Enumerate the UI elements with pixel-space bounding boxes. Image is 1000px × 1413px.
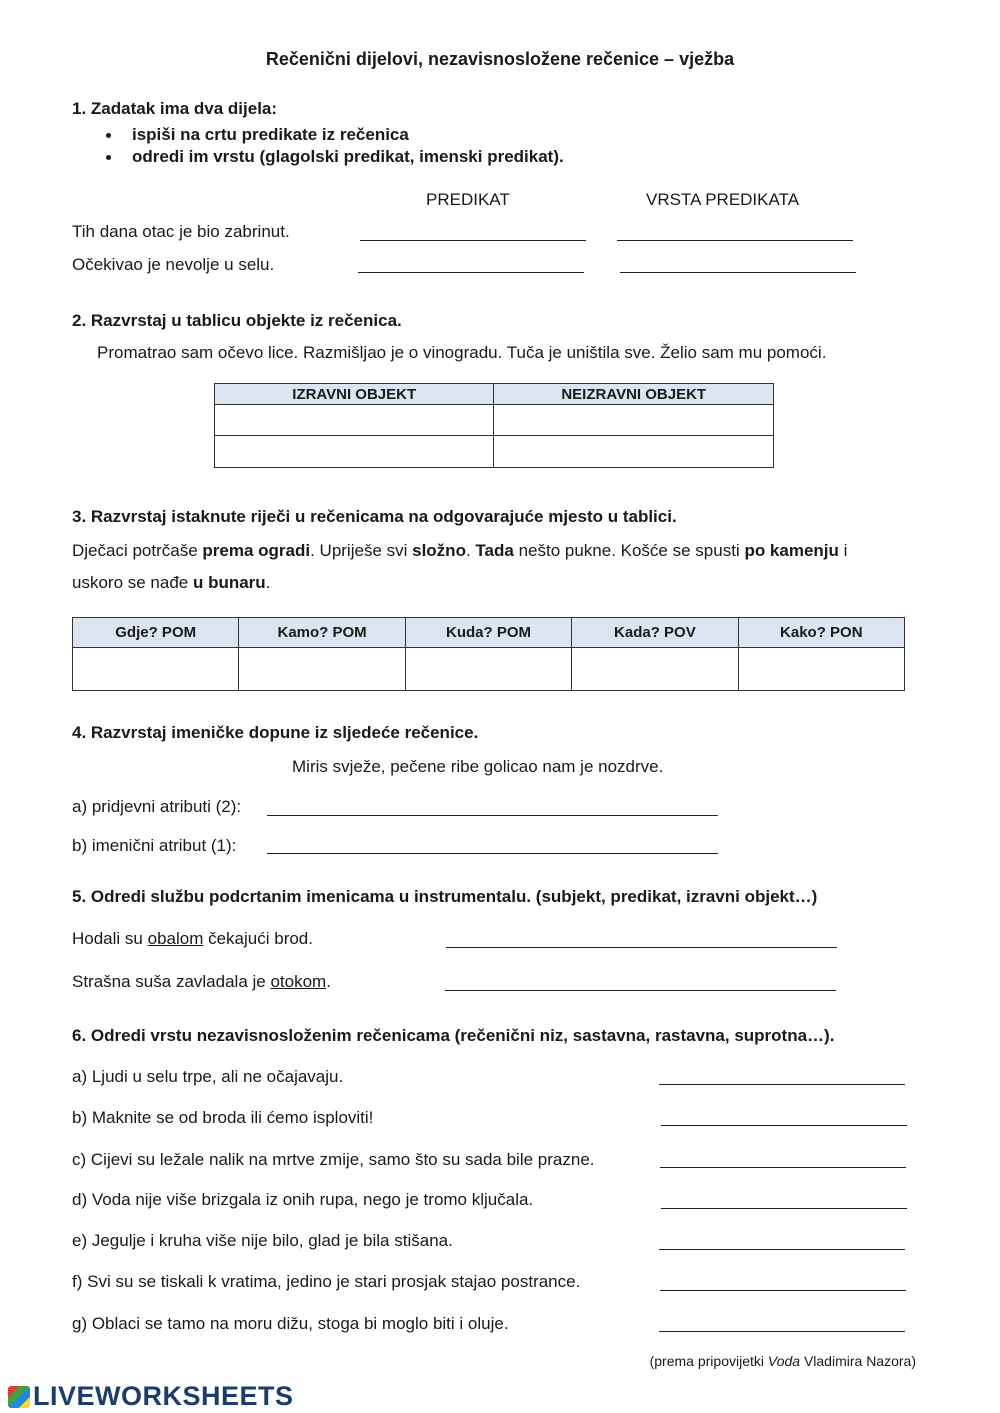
highlighted-word: po kamenju (744, 541, 839, 560)
text-span: nešto pukne. Košće se spusti (513, 541, 745, 560)
answer-line-6d[interactable] (661, 1208, 907, 1209)
task6-item-g: g) Oblaci se tamo na moru dižu, stoga bi moglo biti i oluje. (72, 1314, 509, 1333)
task4-heading: 4. Razvrstaj imeničke dopune iz sljedeće rečenice. (72, 723, 479, 742)
text-span: Vladimira Nazora) (800, 1353, 916, 1369)
highlighted-word: Tada (475, 541, 514, 560)
header-gdje: Gdje? POM (73, 618, 239, 648)
answer-cell[interactable] (215, 436, 494, 468)
answer-line-5-1[interactable] (446, 947, 837, 948)
text-span: Strašna suša zavladala je (72, 972, 271, 991)
underlined-noun: otokom (270, 972, 327, 991)
task6-item-b: b) Maknite se od broda ili ćemo isploviti! (72, 1108, 374, 1127)
task6-item-d: d) Voda nije više brizgala iz onih rupa, nego je tromo ključala. (72, 1190, 534, 1209)
header-kada: Kada? POV (572, 618, 738, 648)
task4-sentence: Miris svježe, pečene ribe golicao nam je nozdrve. (292, 757, 664, 776)
task3-text-line-2 (72, 573, 270, 593)
header-kuda: Kuda? POM (405, 618, 571, 648)
answer-cell[interactable] (405, 648, 571, 691)
header-neizravni-objekt: NEIZRAVNI OBJEKT (494, 384, 774, 405)
answer-line-5-2[interactable] (445, 990, 836, 991)
answer-cell[interactable] (738, 648, 904, 691)
logo-text: LIVEWORKSHEETS (33, 1381, 294, 1411)
header-kako: Kako? PON (738, 618, 904, 648)
text-span: Dječaci potrčaše (72, 541, 203, 560)
text-span: uskoro se nađe (72, 573, 193, 592)
task6-item-c: c) Cijevi su ležale nalik na mrtve zmije, samo što su sada bile prazne. (72, 1150, 595, 1169)
text-span: Hodali su (72, 929, 148, 948)
text-span: . (265, 573, 271, 592)
story-title: Voda (767, 1353, 801, 1369)
task6-item-f: f) Svi su se tiskali k vratima, jedino je stari prosjak stajao postrance. (72, 1272, 581, 1291)
task6-item-a: a) Ljudi u selu trpe, ali ne očajavaju. (72, 1067, 344, 1086)
answer-line-6b[interactable] (661, 1125, 907, 1126)
answer-cell[interactable] (494, 436, 774, 468)
header-izravni-objekt: IZRAVNI OBJEKT (215, 384, 494, 405)
answer-line-6f[interactable] (660, 1290, 906, 1291)
text-span: (prema pripovijetki (649, 1353, 768, 1369)
header-kamo: Kamo? POM (239, 618, 405, 648)
task2-text: Promatrao sam očevo lice. Razmišljao je o vinogradu. Tuča je uništila sve. Želio sam mu pomoći. (97, 343, 827, 362)
liveworksheets-logo (8, 1381, 294, 1412)
highlighted-word: složno (412, 541, 466, 560)
vrsta-answer-line-2[interactable] (620, 272, 856, 273)
logo-icon (8, 1386, 30, 1408)
answer-line-6c[interactable] (660, 1167, 906, 1168)
answer-cell[interactable] (239, 648, 405, 691)
task3-text-line-1 (72, 541, 847, 561)
underlined-noun: obalom (147, 929, 204, 948)
vrsta-answer-line-1[interactable] (617, 240, 853, 241)
highlighted-word: u bunaru (192, 573, 266, 592)
answer-line-b[interactable] (267, 853, 718, 854)
page-title: Rečenični dijelovi, nezavisnosložene rečenice – vježba (265, 49, 735, 69)
task1-heading: 1. Zadatak ima dva dijela: (72, 99, 278, 118)
answer-line-6e[interactable] (659, 1249, 905, 1250)
answer-line-6g[interactable] (659, 1331, 905, 1332)
bullet-icon (106, 133, 111, 138)
highlighted-word: prema ogradi (202, 541, 311, 560)
task4-item-b: b) imenični atribut (1): (72, 836, 237, 855)
text-span: . Upriješe svi (310, 541, 413, 560)
text-span: čekajući brod. (203, 929, 313, 948)
predikat-answer-line-1[interactable] (360, 240, 586, 241)
column-predikat: PREDIKAT (426, 190, 510, 209)
answer-cell[interactable] (494, 405, 774, 436)
task1-sentence-1: Tih dana otac je bio zabrinut. (72, 222, 290, 241)
objects-table (214, 383, 774, 468)
answer-cell[interactable] (572, 648, 738, 691)
answer-line-a[interactable] (267, 815, 718, 816)
task2-heading: 2. Razvrstaj u tablicu objekte iz rečenica. (72, 311, 402, 330)
task5-sentence-1 (72, 929, 313, 949)
task5-heading: 5. Odredi službu podcrtanim imenicama u instrumentalu. (subjekt, predikat, izravni objekt…) (72, 887, 818, 906)
task1-bullet-2: odredi im vrstu (glagolski predikat, imenski predikat). (132, 147, 564, 166)
text-span: . (465, 541, 476, 560)
task5-sentence-2 (72, 972, 331, 992)
task1-bullet-1: ispiši na crtu predikate iz rečenica (132, 125, 409, 144)
answer-cell[interactable] (73, 648, 239, 691)
adverbials-table (72, 617, 905, 691)
predikat-answer-line-2[interactable] (358, 272, 584, 273)
answer-line-6a[interactable] (659, 1084, 905, 1085)
task3-heading: 3. Razvrstaj istaknute riječi u rečenicama na odgovarajuće mjesto u tablici. (72, 507, 677, 526)
bullet-icon (106, 155, 111, 160)
text-span: . (326, 972, 331, 991)
answer-cell[interactable] (215, 405, 494, 436)
source-note (650, 1353, 916, 1369)
text-span: i (838, 541, 848, 560)
task1-sentence-2: Očekivao je nevolje u selu. (72, 255, 275, 274)
task6-heading: 6. Odredi vrstu nezavisnosloženim rečenicama (rečenični niz, sastavna, rastavna, suprotna…). (72, 1026, 835, 1045)
task6-item-e: e) Jegulje i kruha više nije bilo, glad je bila stišana. (72, 1231, 453, 1250)
task4-item-a: a) pridjevni atributi (2): (72, 797, 242, 816)
column-vrsta-predikata: VRSTA PREDIKATA (646, 190, 800, 209)
